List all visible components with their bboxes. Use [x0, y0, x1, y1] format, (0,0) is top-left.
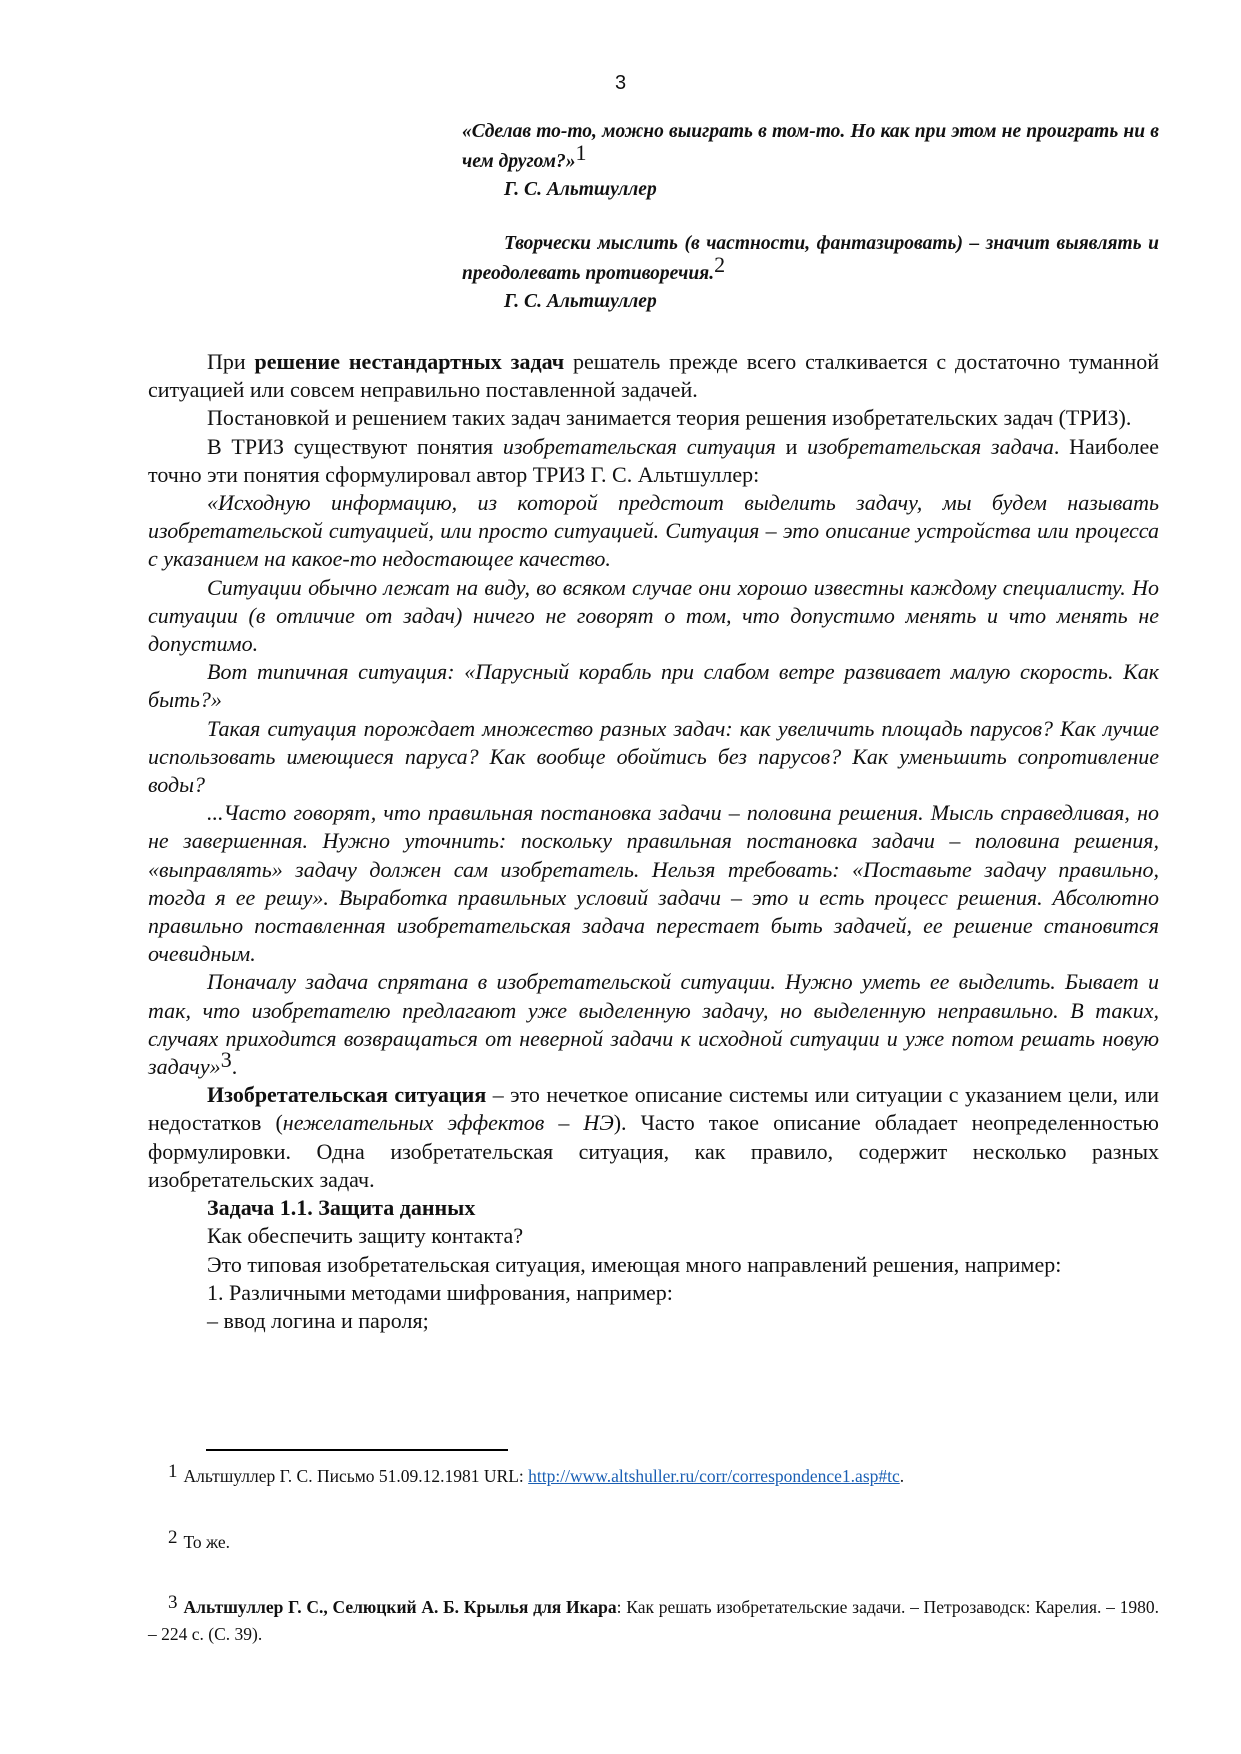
quote-paragraph-3: Вот типичная ситуация: «Парусный корабль при слабом ветре развивает малую скорость. Как быть?» [148, 659, 1159, 713]
paragraph-typical: Это типовая изобретательская ситуация, имеющая много направлений решения, например: [207, 1251, 1062, 1277]
footnote-2-number: 2 [168, 1527, 178, 1548]
page-number: 3 [614, 72, 627, 94]
epigraph-2-author: Г. С. Альтшуллер [504, 291, 657, 312]
footnote-3-number: 3 [168, 1592, 178, 1613]
footnote-3: 3 Альтшуллер Г. С., Селюцкий А. Б. Крылья для Икара: Как решать изобретательские задачи. – Петрозаводск: Карелия. – 1980. – 224 с. (С. 39). [148, 1592, 1159, 1644]
quote-paragraph-5: ...Часто говорят, что правильная постановка задачи – половина решения. Мысль справедливая, но не завершенная. Нужно уточнить: поскольку правильная постановка задачи – половина решения, «выправлять» задачу должен сам изобретатель. Нельзя требовать: «Поставьте задачу правильно, тогда я ее решу». Выработка правильных условий задачи – это и есть процесс решения. Абсолютно правильно поставленная изобретательская задача перестает быть задачей, ее решение становится очевидным. [148, 800, 1159, 967]
paragraph-concepts: В ТРИЗ существуют понятия изобретательская ситуация и изобретательская задача. Наиболее точно эти понятия сформулировал автор ТРИЗ Г. С. Альтшуллер: [148, 433, 1159, 487]
quote-paragraph-1: «Исходную информацию, из которой предстоит выделить задачу, мы будем называть изобретательской ситуацией, или просто ситуацией. Ситуация – это описание устройства или процесса с указанием на какое-то недостающее качество. [148, 490, 1159, 572]
quote-paragraph-4: Такая ситуация порождает множество разных задач: как увеличить площадь парусов? Как лучше использовать имеющиеся паруса? Как вообще обойтись без парусов? Как уменьшить сопротивление воды? [148, 715, 1159, 798]
list-item-login: – ввод логина и пароля; [207, 1307, 429, 1333]
epigraph-1 [462, 118, 1159, 204]
epigraph-1-text: «Сделав то-то, можно выиграть в том-то. Но как при этом не проиграть ни в чем другом?»1 [462, 121, 1159, 172]
quote-paragraph-6: Поначалу задача спрятана в изобретательской ситуации. Нужно уметь ее выделить. Бывает и так, что изобретателю предлагают уже выделенную задачу, но выделенную неправильно. В таких, случаях приходится возвращаться от неверной задачи к исходной ситуации и уже потом решать новую задачу»3. [148, 969, 1159, 1080]
paragraph-definition: Изобретательская ситуация – это нечеткое описание системы или ситуации с указанием цели, или недостатков (нежелательных эффектов – НЭ). Часто такое описание обладает неопределенностью формулировки. Одна изобретательская ситуация, как правило, содержит несколько разных изобретательских задач. [148, 1082, 1159, 1192]
epigraph-2-text: Творчески мыслить (в частности, фантазировать) – значит выявлять и преодолевать противоречия.2 [462, 233, 1159, 284]
paragraph-question: Как обеспечить защиту контакта? [207, 1223, 524, 1249]
paragraph-triz: Постановкой и решением таких задач занимается теория решения изобретательских задач (ТРИЗ). [207, 405, 1132, 431]
footnote-1-number: 1 [168, 1461, 178, 1482]
quote-paragraph-2: Ситуации обычно лежат на виду, во всяком случае они хорошо известны каждому специалисту. Но ситуации (в отличие от задач) ничего не говорят о том, что допустимо менять и что менять не допустимо. [148, 574, 1159, 657]
paragraph-intro: При решение нестандартных задач решатель прежде всего сталкивается с достаточно туманной ситуацией или совсем неправильно поставленной задачей. [148, 349, 1159, 403]
footnote-ref-3[interactable]: 3 [220, 1047, 232, 1073]
main-text [148, 348, 1159, 1335]
footnote-ref-1[interactable]: 1 [575, 140, 587, 165]
footnote-1: 1 Альтшуллер Г. С. Письмо 51.09.12.1981 URL: http://www.altshuller.ru/corr/correspondence1.asp#tc. [168, 1461, 905, 1486]
epigraph-1-author: Г. С. Альтшуллер [504, 179, 657, 200]
footnote-2: 2 То же. [168, 1527, 231, 1552]
footnote-1-link[interactable]: http://www.altshuller.ru/corr/correspondence1.asp#tc [528, 1466, 900, 1486]
epigraph-2 [462, 230, 1159, 316]
list-item-1: 1. Различными методами шифрования, например: [207, 1279, 673, 1305]
footnote-separator [206, 1449, 508, 1451]
footnote-ref-2[interactable]: 2 [714, 252, 726, 277]
task-title: Задача 1.1. Защита данных [207, 1195, 476, 1221]
